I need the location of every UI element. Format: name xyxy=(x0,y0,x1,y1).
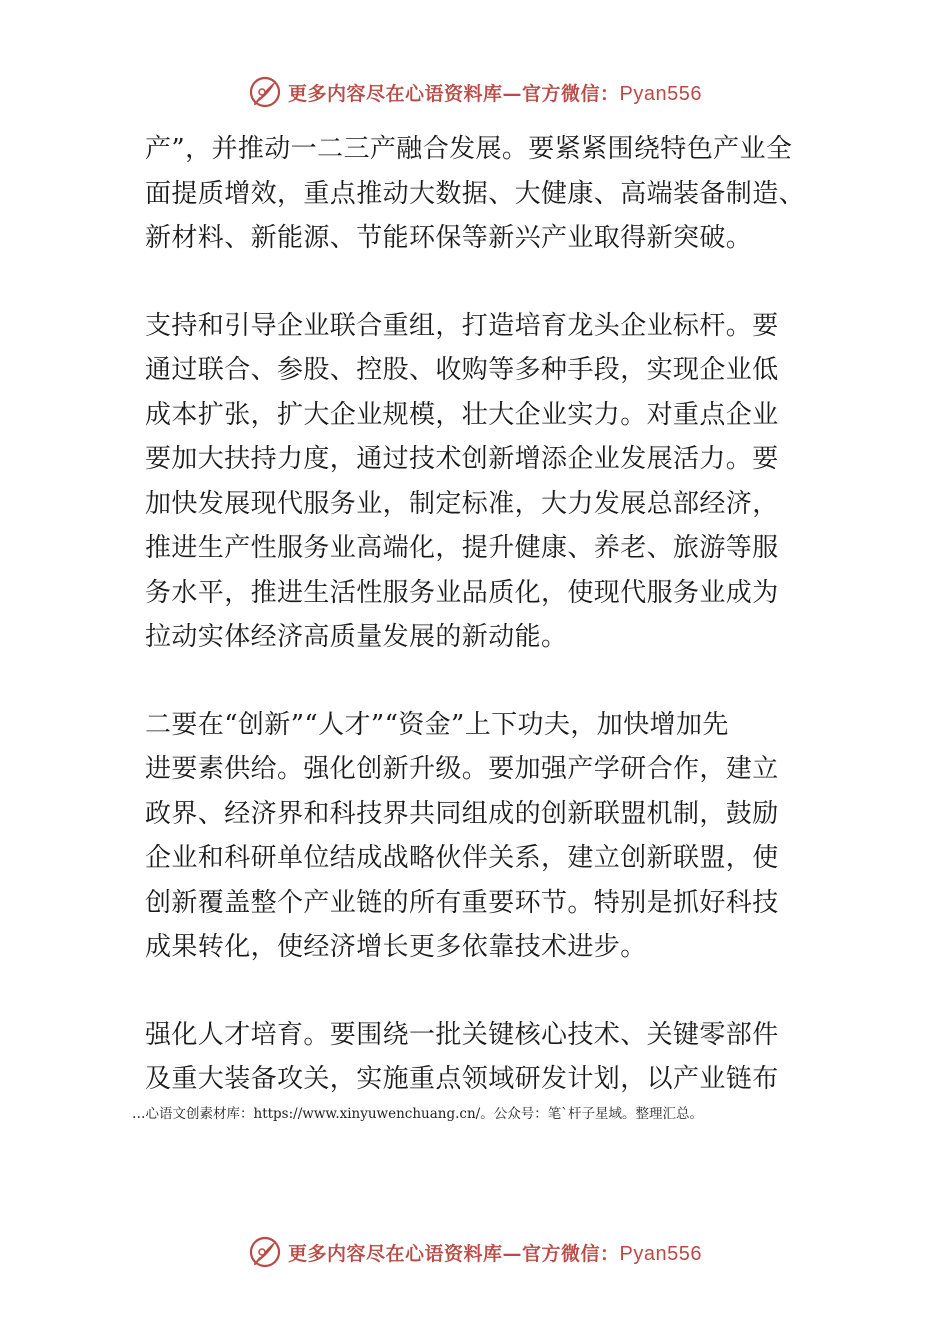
text-line: 务水平，推进生活性服务业品质化，使现代服务业成为 xyxy=(145,577,779,608)
text-line: 拉动实体经济高质量发展的新动能。 xyxy=(145,622,568,652)
paragraph-1 xyxy=(145,127,815,261)
paragraph-2 xyxy=(145,304,815,660)
footer-banner xyxy=(0,1230,950,1274)
text-line: 二要在“创新”“人才”“资金”上下功夫，加快增加先 xyxy=(145,709,729,740)
banner-wechat-id: Pyan556 xyxy=(619,1242,702,1265)
text-line: 产”，并推动一二三产融合发展。要紧紧围绕特色产业全 xyxy=(145,134,793,164)
text-line: 强化人才培育。要围绕一批关键核心技术、关键零部件 xyxy=(145,1019,779,1050)
text-line: 支持和引导企业联合重组，打造培育龙头企业标杆。要 xyxy=(145,310,779,341)
text-line: 要加大扶持力度，通过技术创新增添企业发展活力。要 xyxy=(145,444,779,474)
text-line: 企业和科研单位结成战略伙伴关系，建立创新联盟，使 xyxy=(145,843,779,873)
paragraph-4 xyxy=(145,1013,815,1102)
text-line: 加快发展现代服务业，制定标准，大力发展总部经济， xyxy=(145,488,779,519)
text-line: 通过联合、参股、控股、收购等多种手段，实现企业低 xyxy=(145,355,779,385)
text-line: 创新覆盖整个产业链的所有重要环节。特别是抓好科技 xyxy=(145,887,779,918)
source-footnote: …心语文创素材库：https://www.xinyuwenchuang.cn/。公众号：笔`杆子星域。整理汇总。 xyxy=(132,1106,703,1122)
banner-text-cn: 更多内容尽在心语资料库—官方微信： xyxy=(288,82,620,105)
quill-pen-logo-icon xyxy=(248,1235,282,1269)
text-line: 面提质增效，重点推动大数据、大健康、高端装备制造、 xyxy=(145,178,806,209)
document-body xyxy=(145,127,815,1145)
text-line: 成果转化，使经济增长更多依靠技术进步。 xyxy=(145,932,647,962)
text-line: 推进生产性服务业高端化，提升健康、养老、旅游等服 xyxy=(145,533,779,563)
banner-text xyxy=(288,1239,702,1266)
text-line: 成本扩张，扩大企业规模，壮大企业实力。对重点企业 xyxy=(145,399,779,430)
text-line: 及重大装备攻关，实施重点领域研发计划，以产业链布 xyxy=(145,1064,779,1094)
quill-pen-logo-icon xyxy=(248,75,282,109)
text-line: 政界、经济界和科技界共同组成的创新联盟机制，鼓励 xyxy=(145,798,779,829)
header-banner xyxy=(0,70,950,114)
banner-wechat-id: Pyan556 xyxy=(619,82,702,105)
banner-text-cn: 更多内容尽在心语资料库—官方微信： xyxy=(288,1242,620,1265)
paragraph-3 xyxy=(145,703,815,970)
banner-text xyxy=(288,79,702,106)
text-line: 新材料、新能源、节能环保等新兴产业取得新突破。 xyxy=(145,223,753,253)
text-line: 进要素供给。强化创新升级。要加强产学研合作，建立 xyxy=(145,754,779,784)
